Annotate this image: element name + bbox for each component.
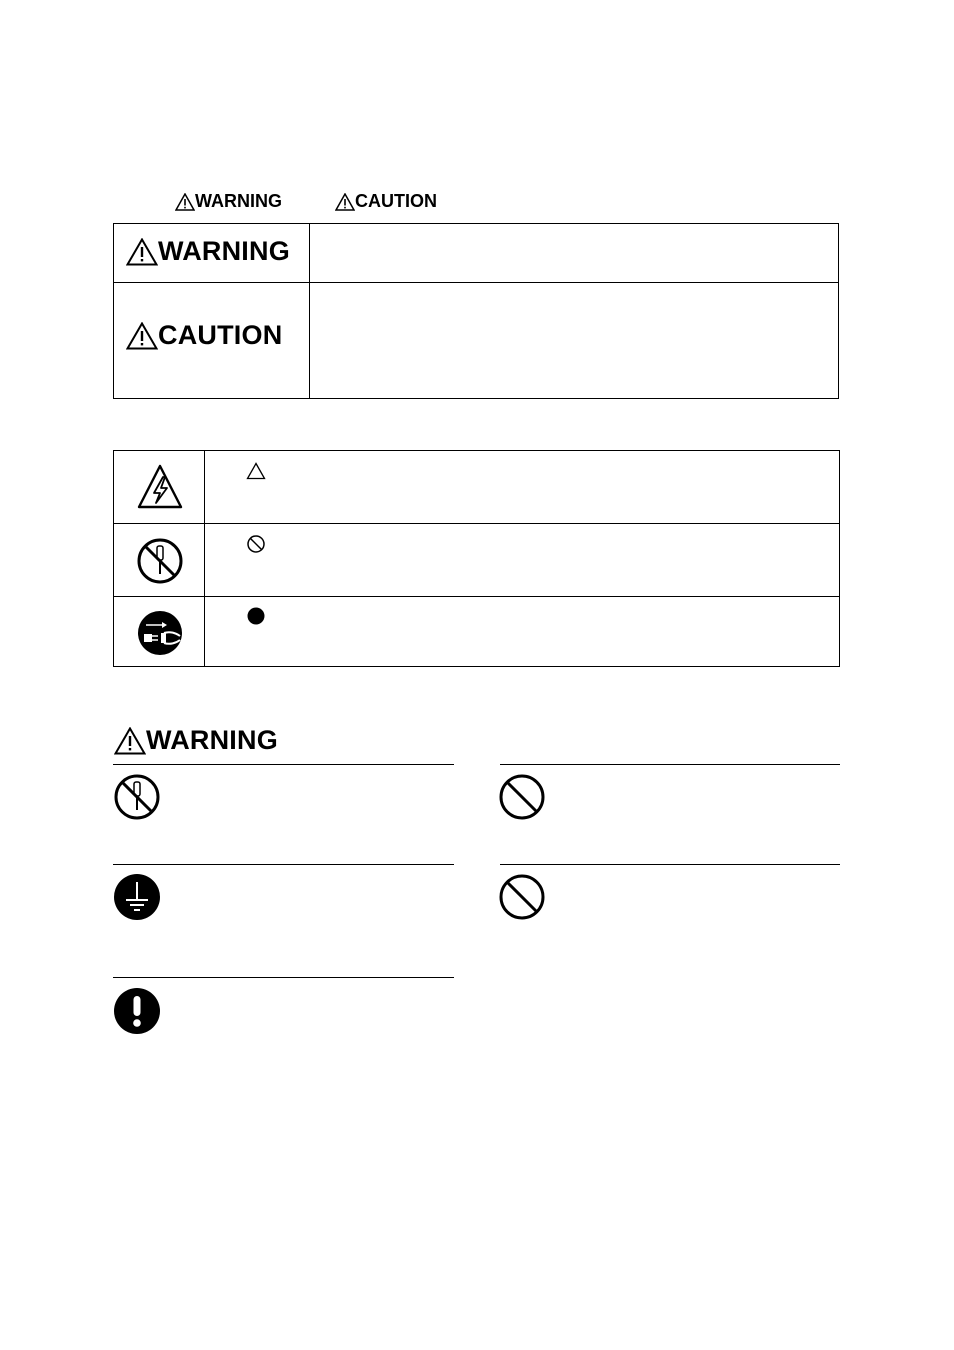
triangle-symbol-icon: [246, 462, 266, 480]
warning-section-title: WARNING: [146, 725, 278, 755]
prohibited-symbol-icon: [246, 534, 266, 554]
legend-warning: [175, 191, 282, 212]
symbols-table: [113, 450, 840, 667]
warning-section-heading: [114, 725, 278, 756]
divider: [500, 764, 840, 765]
divider: [113, 977, 454, 978]
warning-triangle-icon: [126, 238, 158, 266]
no-disassembly-icon: [136, 537, 184, 585]
exclamation-icon: [113, 987, 161, 1035]
divider: [113, 864, 454, 865]
definitions-table: [113, 223, 839, 399]
warning-triangle-icon: [175, 193, 195, 211]
divider: [500, 864, 840, 865]
warning-triangle-icon: [126, 322, 158, 350]
prohibited-icon: [498, 873, 546, 921]
mandatory-symbol-icon: [246, 606, 266, 626]
no-disassembly-icon: [113, 773, 161, 821]
ground-icon: [113, 873, 161, 921]
definition-caution-label: CAUTION: [158, 320, 283, 350]
definition-row-warning: [126, 236, 290, 267]
legend-caution: [335, 191, 437, 212]
warning-triangle-icon: [335, 193, 355, 211]
prohibited-icon: [498, 773, 546, 821]
divider: [113, 764, 454, 765]
electric-shock-icon: [136, 463, 184, 511]
legend-warning-label: WARNING: [195, 191, 282, 211]
unplug-icon: [136, 609, 184, 657]
legend-caution-label: CAUTION: [355, 191, 437, 211]
definition-warning-label: WARNING: [158, 236, 290, 266]
definition-row-caution: [126, 320, 282, 351]
warning-triangle-icon: [114, 727, 146, 755]
